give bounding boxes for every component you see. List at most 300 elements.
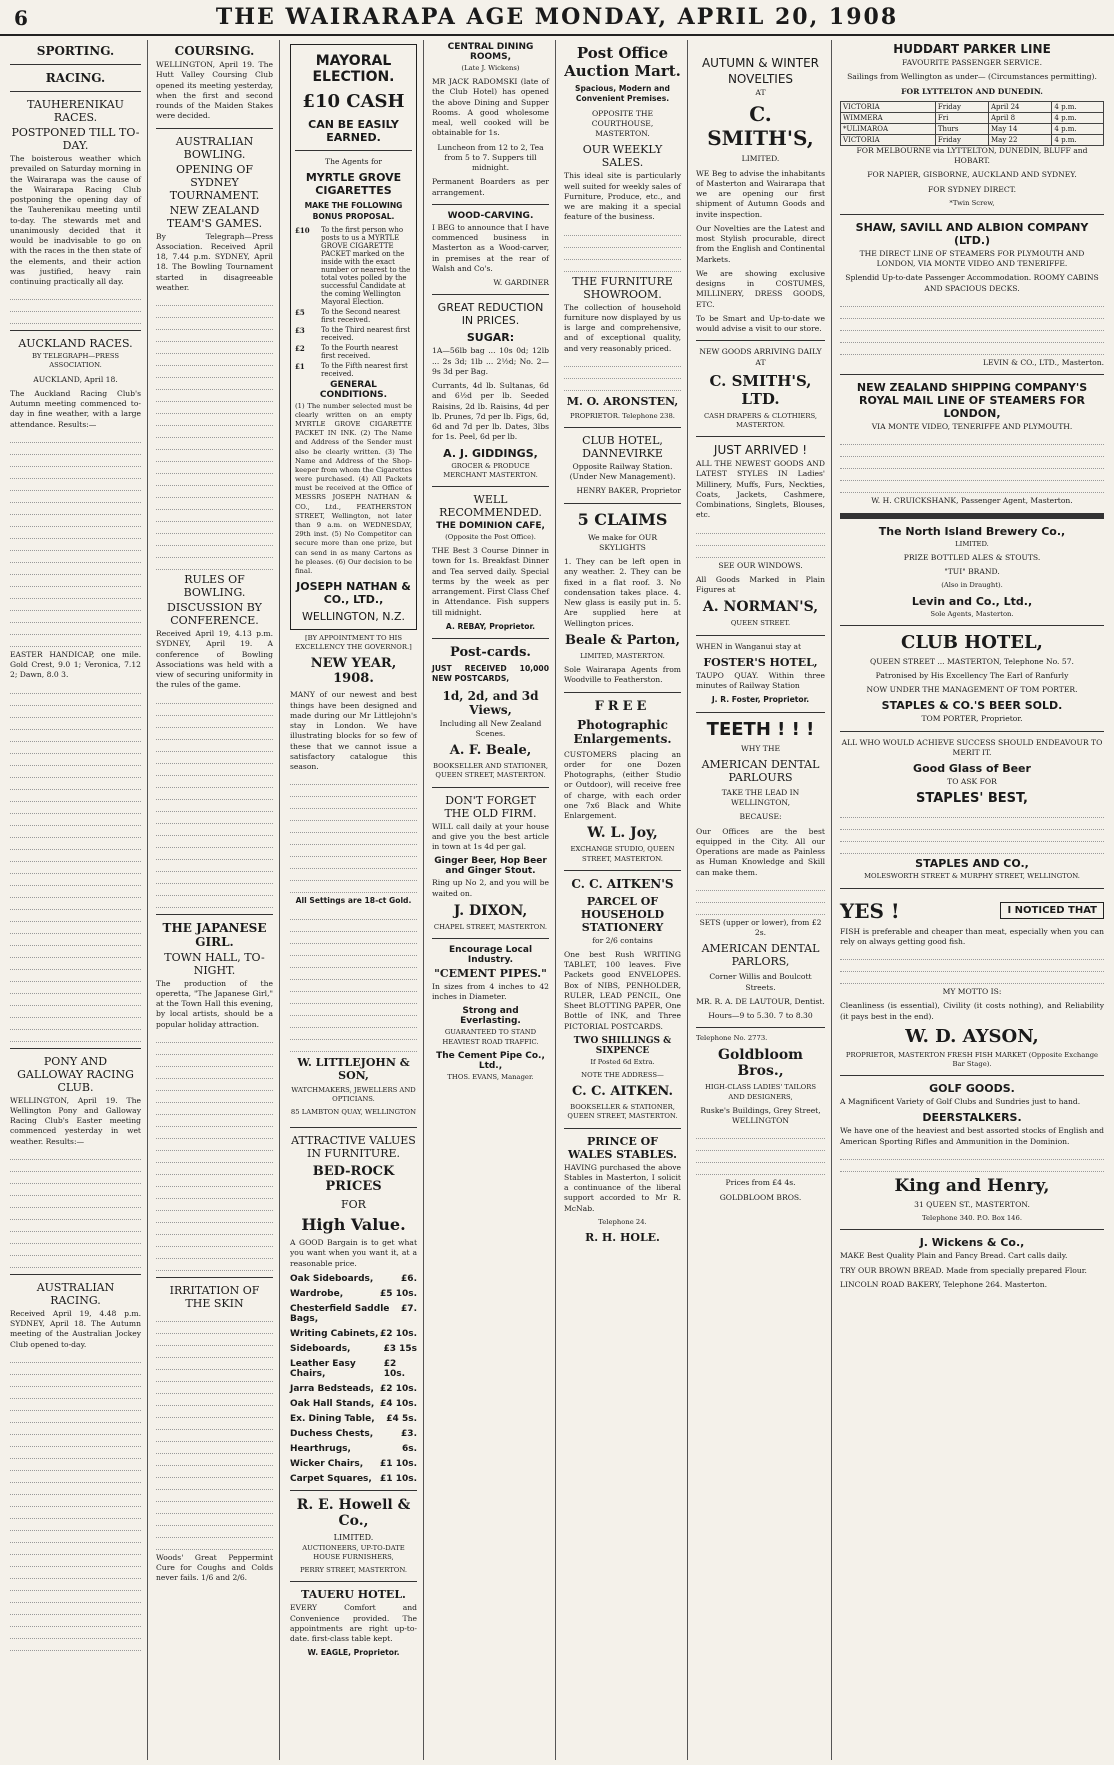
article-text: The Auckland Racing Club's Autumn meeting commenced to-day in fine weather, with a large attendance. Results:— bbox=[10, 388, 141, 429]
ad-text: Spacious, Modern and Convenient Premises. bbox=[575, 84, 670, 104]
ad-text: In sizes from 4 inches to 42 inches in Diameter. bbox=[432, 981, 549, 1002]
ad-text: Cleanliness (is essential), Civility (it costs nothing), and Reliability (it pays best in the end). bbox=[840, 1001, 1104, 1021]
ad-text: PROPRIETOR. Telephone 238. bbox=[570, 411, 675, 420]
ad-firm: W. D. AYSON, bbox=[905, 1025, 1039, 1047]
prize-amount: £2 bbox=[295, 343, 305, 353]
mayoral-election-ad bbox=[290, 44, 417, 630]
ad-text: HAVING purchased the above Stables in Masterton, I solicit a continuance of the liberal support accorded to Mr R. McNab. bbox=[564, 1162, 681, 1213]
ad-headline: NEW YEAR, 1908. bbox=[310, 656, 397, 687]
ad-company: JOSEPH NATHAN & CO., LTD., bbox=[296, 580, 411, 607]
ad-text: CUSTOMERS placing an order for one Dozen Photographs, (either Studio or Outdoor), will receive free of charge, with each order one 7x6 Black and White Enlargement. bbox=[564, 749, 681, 821]
furniture-item bbox=[290, 1414, 417, 1424]
ad-text: Telephone 24. bbox=[598, 1217, 647, 1226]
prize-description: To the first person who posts to us a MYRTLE GROVE CIGARETTE PACKET marked on the inside with the exact number or nearest to the total votes polled by the successful Candidate at the coming Wellington Mayoral Election. bbox=[321, 225, 411, 306]
ad-text: 1. They can be left open in any weather. 2. They can be fixed in a flat roof. 3. No condensation takes place. 4. New glass is easily put in. 5. Are supplied here at Wellington prices. bbox=[564, 557, 681, 628]
headline: IRRITATION OF THE SKIN bbox=[169, 1283, 260, 1310]
prize-list bbox=[295, 226, 412, 378]
furniture-item bbox=[290, 1329, 417, 1339]
ad-text: *Twin Screw, bbox=[949, 198, 995, 207]
ad-text: A GOOD Bargain is to get what you want when you want it, at a reasonable price. bbox=[290, 1238, 417, 1268]
furniture-price: £2 10s. bbox=[380, 1383, 417, 1394]
ad-headline: "CEMENT PIPES." bbox=[434, 966, 547, 980]
ad-firm: R. H. HOLE. bbox=[585, 1231, 660, 1245]
ad-headline: High Value. bbox=[301, 1215, 406, 1235]
sailing-cell: May 22 bbox=[988, 134, 1051, 145]
ad-headline: CLUB HOTEL, DANNEVIRKE bbox=[582, 433, 663, 460]
ad-subheading: GENERAL CONDITIONS. bbox=[319, 379, 388, 400]
ad-headline: NOVELTIES bbox=[727, 72, 794, 86]
sailing-cell: VICTORIA bbox=[841, 101, 936, 112]
ad-text: Patronised by His Excellency The Earl of Ranfurly bbox=[875, 670, 1069, 680]
column-coursing-bowling bbox=[150, 40, 280, 1760]
ad-headline: TAUERU HOTEL. bbox=[301, 1588, 406, 1602]
headline: POSTPONED TILL TO-DAY. bbox=[11, 126, 140, 152]
ad-headline: ATTRACTIVE VALUES IN FURNITURE. bbox=[291, 1134, 416, 1161]
sailing-cell: Fri bbox=[935, 112, 988, 123]
ad-text: THE Best 3 Course Dinner in town for 1s. Breakfast Dinner and Tea served daily. Special terms by the week as per arrangement. First Class Chef in Attendance. Fish suppers till midnight. bbox=[432, 546, 549, 617]
ad-text: Permanent Boarders as per arrangement. bbox=[432, 177, 549, 197]
ad-headline: NEW ZEALAND SHIPPING COMPANY'S ROYAL MAIL LINE OF STEAMERS FOR LONDON, bbox=[856, 381, 1088, 421]
ad-subheadline: CAN BE EASILY EARNED. bbox=[308, 118, 399, 144]
ad-text: TAKE THE LEAD IN WELLINGTON, bbox=[721, 787, 800, 808]
ad-text: We are showing exclusive designs in COSTUMES, MILLINERY, DRESS GOODS, ETC. bbox=[696, 268, 825, 309]
ad-text: for 2/6 contains bbox=[592, 935, 653, 945]
furniture-name: Oak Hall Stands, bbox=[290, 1398, 375, 1409]
ad-firm: J. Wickens & Co., bbox=[919, 1236, 1025, 1250]
prize-item bbox=[295, 326, 412, 342]
ad-text: W. GARDINER bbox=[493, 278, 549, 288]
furniture-item bbox=[290, 1274, 417, 1284]
ad-text: 1d, 2d, and 3d Views, bbox=[442, 688, 539, 717]
ad-headline: SHAW, SAVILL AND ALBION COMPANY (LTD.) bbox=[855, 220, 1089, 247]
ad-text: FOR LYTTELTON AND DUNEDIN. bbox=[901, 86, 1043, 96]
sailing-row bbox=[841, 123, 1104, 134]
article-text: The production of the operetta, "The Japanese Girl," at the Town Hall this evening, by local artists, should be a popular holiday attraction. bbox=[156, 978, 273, 1029]
ad-firm: The Cement Pipe Co., Ltd., bbox=[436, 1050, 545, 1071]
ad-headline: YES ! bbox=[840, 898, 900, 923]
furniture-name: Hearthrugs, bbox=[290, 1443, 351, 1454]
ad-firm: A. J. GIDDINGS, bbox=[443, 446, 538, 460]
ad-text: WHEN in Wanganui stay at bbox=[696, 641, 802, 651]
ad-text: FAVOURITE PASSENGER SERVICE. bbox=[902, 58, 1042, 67]
dateline: AUCKLAND, April 18. bbox=[33, 374, 118, 384]
ad-text: [BY APPOINTMENT TO HIS EXCELLENCY THE GOVERNOR.] bbox=[295, 634, 412, 652]
ad-text: TRY OUR BROWN BREAD. Made from specially prepared Flour. bbox=[840, 1265, 1087, 1275]
furniture-item bbox=[290, 1359, 417, 1379]
headline: AUSTRALIAN RACING. bbox=[36, 1280, 115, 1307]
ad-text: WE Beg to advise the inhabitants of Masterton and Wairarapa that we are opening our first shipment of Autumn Goods and invite inspection. bbox=[696, 168, 825, 219]
sailing-table bbox=[840, 101, 1104, 146]
ad-text: We make for OUR SKYLIGHTS bbox=[587, 532, 658, 552]
column-advertisements-b bbox=[426, 40, 556, 1760]
furniture-item bbox=[290, 1384, 417, 1394]
headline: AUCKLAND RACES. bbox=[18, 337, 133, 351]
ad-headline: MAYORAL ELECTION. bbox=[312, 53, 395, 85]
ad-text: (Late J. Wickens) bbox=[461, 64, 520, 72]
headline: THE JAPANESE GIRL. bbox=[162, 920, 267, 949]
page-number: 6 bbox=[14, 6, 28, 30]
sailing-cell: 4 p.m. bbox=[1052, 112, 1104, 123]
article-text: Received April 19, 4.13 p.m. SYDNEY, April 19. A conference of Bowling Associations was held with a view of securing uniformity in the rules of the game. bbox=[156, 629, 273, 690]
furniture-price: £3. bbox=[401, 1428, 417, 1439]
headline: DISCUSSION BY CONFERENCE. bbox=[167, 601, 262, 627]
ad-firm: AMERICAN DENTAL PARLORS, bbox=[701, 942, 820, 969]
ad-text: If Posted 6d Extra. bbox=[590, 1057, 655, 1066]
ad-firm: R. E. Howell & Co., bbox=[296, 1496, 411, 1529]
furniture-name: Leather Easy Chairs, bbox=[290, 1358, 356, 1379]
ad-text: TOM PORTER, Proprietor. bbox=[921, 714, 1023, 724]
sailing-row bbox=[841, 101, 1104, 112]
ad-headline: Post-cards. bbox=[450, 645, 531, 661]
ad-text: ALL THE NEWEST GOODS AND LATEST STYLES IN Ladies' Millinery, Muffs, Furs, Neckties, Coats, Jackets, Cashmere, Combinations, Singlets, Blouses, etc. bbox=[696, 459, 825, 520]
ad-text: CASH DRAPERS & CLOTHIERS, MASTERTON. bbox=[703, 411, 818, 429]
prize-amount: £10 bbox=[295, 225, 310, 235]
ad-text: Telephone No. 2773. bbox=[696, 1034, 768, 1043]
ad-text: Ruske's Buildings, Grey Street, WELLINGTON bbox=[700, 1105, 821, 1126]
ad-headline: AUTUMN & WINTER bbox=[701, 56, 820, 70]
ad-headline: THE DOMINION CAFE, bbox=[436, 521, 545, 532]
furniture-price: £5 10s. bbox=[380, 1288, 417, 1299]
furniture-name: Writing Cabinets, bbox=[290, 1328, 379, 1339]
ad-text: LIMITED. bbox=[333, 1532, 374, 1542]
ad-text: LIMITED. bbox=[955, 539, 989, 548]
headline: COURSING. bbox=[174, 44, 255, 58]
ad-text: Good Glass of Beer bbox=[913, 762, 1031, 776]
ad-headline: C. C. AITKEN'S bbox=[571, 876, 674, 891]
ad-headline: GOLF GOODS. bbox=[929, 1082, 1015, 1096]
ad-text: Prices from £4 4s. bbox=[725, 1178, 796, 1188]
sailing-cell: Friday bbox=[935, 101, 988, 112]
ad-text: NOTE THE ADDRESS— bbox=[581, 1071, 664, 1080]
ad-text: A. REBAY, Proprietor. bbox=[445, 621, 536, 631]
prize-item bbox=[295, 362, 412, 378]
article-text: Received April 19, 4.48 p.m. SYDNEY, April 18. The Autumn meeting of the Australian Jockey Club opened to-day. bbox=[10, 1308, 141, 1349]
furniture-price: £2 10s. bbox=[383, 1358, 406, 1379]
ad-headline: CLUB HOTEL, bbox=[901, 631, 1043, 653]
ad-brand: MYRTLE GROVE CIGARETTES bbox=[305, 171, 402, 198]
ad-text: THE DIRECT LINE OF STEAMERS FOR PLYMOUTH AND LONDON, VIA MONTE VIDEO AND TENERIFFE. bbox=[859, 248, 1085, 269]
ad-text: QUEEN STREET. bbox=[730, 619, 791, 628]
ad-firm: C. SMITH'S, LTD. bbox=[709, 371, 812, 408]
ad-firm: W. L. Joy, bbox=[587, 825, 658, 842]
prize-amount: £3 bbox=[295, 325, 305, 335]
furniture-name: Jarra Bedsteads, bbox=[290, 1383, 374, 1394]
ad-text: (Opposite the Post Office). bbox=[445, 533, 536, 542]
ad-text: GROCER & PRODUCE MERCHANT MASTERTON. bbox=[443, 461, 538, 479]
furniture-item bbox=[290, 1399, 417, 1409]
ad-text: Ginger Beer, Hop Beer and Ginger Stout. bbox=[434, 856, 547, 877]
ad-text: J. R. Foster, Proprietor. bbox=[711, 695, 810, 705]
ad-text: FOR NAPIER, GISBORNE, AUCKLAND AND SYDNEY. bbox=[867, 170, 1077, 180]
ad-text: Sole Agents, Masterton. bbox=[930, 609, 1014, 618]
ad-headline: Post Office Auction Mart. bbox=[564, 44, 681, 80]
column-advertisements-d bbox=[690, 40, 832, 1760]
ad-subheading: OUR WEEKLY SALES. bbox=[582, 143, 663, 170]
ad-text: MR. R. A. DE LAUTOUR, Dentist. bbox=[696, 996, 825, 1006]
ad-firm: A. NORMAN'S, bbox=[702, 599, 819, 616]
furniture-price: £1 10s. bbox=[380, 1458, 417, 1469]
ad-headline: TEETH ! ! ! bbox=[706, 718, 815, 740]
ad-text: AUCTIONEERS, UP-TO-DATE HOUSE FURNISHERS, bbox=[302, 1543, 405, 1562]
furniture-name: Duchess Chests, bbox=[290, 1428, 374, 1439]
article-text: Woods' Great Peppermint Cure for Coughs and Colds never fails. 1/6 and 2/6. bbox=[156, 1552, 273, 1583]
furniture-name: Carpet Squares, bbox=[290, 1473, 372, 1484]
ad-text: I NOTICED THAT bbox=[1000, 902, 1104, 919]
ad-headline: GREAT REDUCTION IN PRICES. bbox=[437, 301, 544, 328]
ad-text: (Also in Draught). bbox=[941, 581, 1003, 590]
article-text: WELLINGTON, April 19. The Wellington Pony and Galloway Racing Club's Easter meeting commenced yesterday in wet weather. Results:— bbox=[10, 1095, 141, 1146]
ad-headline: JUST ARRIVED ! bbox=[713, 443, 808, 458]
ad-text: Telephone 340. P.O. Box 146. bbox=[922, 1214, 1022, 1223]
prize-description: To the Fifth nearest first received. bbox=[321, 361, 408, 378]
headline: OPENING OF SYDNEY TOURNAMENT. bbox=[169, 162, 260, 202]
ad-text: NEW GOODS ARRIVING DAILY AT bbox=[699, 347, 822, 367]
sailing-cell: May 14 bbox=[988, 123, 1051, 134]
prize-description: To the Second nearest first received. bbox=[321, 307, 401, 324]
ad-firm: King and Henry, bbox=[894, 1175, 1050, 1196]
ad-text: W. EAGLE, Proprietor. bbox=[307, 1648, 400, 1658]
ad-text: THOS. EVANS, Manager. bbox=[447, 1072, 534, 1081]
sailing-row bbox=[841, 112, 1104, 123]
ad-text: MOLESWORTH STREET & MURPHY STREET, WELLINGTON. bbox=[864, 872, 1080, 881]
headline: PONY AND GALLOWAY RACING CLUB. bbox=[17, 1054, 134, 1094]
ad-text: WATCHMAKERS, JEWELLERS AND OPTICIANS. bbox=[291, 1085, 416, 1103]
sailing-cell: April 24 bbox=[988, 101, 1051, 112]
article-text: WELLINGTON, April 19. The Hutt Valley Coursing Club opened its meeting yesterday, when the first and second rounds of the Maiden Stakes were decided. bbox=[156, 60, 273, 121]
ad-text: TO ASK FOR bbox=[947, 777, 997, 787]
ad-text: LIMITED. bbox=[741, 154, 780, 164]
sailing-cell: Friday bbox=[935, 134, 988, 145]
ad-text: LINCOLN ROAD BAKERY, Telephone 264. Masterton. bbox=[840, 1279, 1048, 1289]
ad-firm: Goldbloom Bros., bbox=[718, 1047, 803, 1080]
ad-text: STAPLES & CO.'S BEER SOLD. bbox=[881, 699, 1063, 713]
furniture-price: £4 5s. bbox=[386, 1413, 417, 1424]
ad-headline: 5 CLAIMS bbox=[577, 509, 668, 529]
ad-address: 85 LAMBTON QUAY, WELLINGTON bbox=[290, 1107, 417, 1116]
ad-firm: J. DIXON, bbox=[453, 902, 528, 919]
ad-text: Opposite Railway Station. (Under New Management). bbox=[569, 461, 676, 482]
ad-headline: BED-ROCK PRICES bbox=[312, 1164, 395, 1195]
furniture-item bbox=[290, 1304, 417, 1324]
ad-text: PROPRIETOR, MASTERTON FRESH FISH MARKET (Opposite Exchange Bar Stage). bbox=[845, 1050, 1099, 1069]
ad-firm: Levin and Co., Ltd., bbox=[911, 594, 1033, 608]
littlejohn-ad bbox=[290, 634, 417, 1121]
sailing-cell: 4 p.m. bbox=[1052, 123, 1104, 134]
section-heading: SPORTING. bbox=[36, 44, 115, 58]
ad-text: MAKE Best Quality Plain and Fancy Bread. Cart calls daily. bbox=[840, 1251, 1068, 1261]
column-advertisements-c bbox=[558, 40, 688, 1760]
furniture-price: 6s. bbox=[401, 1443, 417, 1454]
ad-text: The Agents for bbox=[325, 157, 382, 166]
ad-headline: CENTRAL DINING ROOMS, bbox=[447, 42, 534, 62]
sailing-cell: Thurs bbox=[935, 123, 988, 134]
ad-text: WILL call daily at your house and give you the best article in town at 1s 4d per gal. bbox=[432, 821, 549, 852]
headline: AUSTRALIAN BOWLING. bbox=[175, 134, 254, 161]
ad-text: Luncheon from 12 to 2, Tea from 5 to 7. Suppers till midnight. bbox=[437, 142, 544, 173]
ad-address: PERRY STREET, MASTERTON. bbox=[299, 1566, 408, 1575]
howell-furniture-ad bbox=[290, 1134, 417, 1575]
ad-text: Including all New Zealand Scenes. bbox=[439, 718, 542, 738]
prize-item bbox=[295, 226, 412, 306]
ad-text: JUST RECEIVED 10,000 NEW POSTCARDS, bbox=[432, 664, 549, 684]
ad-firm: W. LITTLEJOHN & SON, bbox=[297, 1055, 410, 1082]
ad-headline: DON'T FORGET THE OLD FIRM. bbox=[444, 793, 537, 820]
ad-text: BECAUSE: bbox=[739, 812, 782, 822]
ad-text: 31 QUEEN ST., MASTERTON. bbox=[914, 1199, 1030, 1209]
ad-text: QUEEN STREET ... MASTERTON, Telephone No. 57. bbox=[870, 656, 1074, 666]
ad-text: GOLDBLOOM BROS. bbox=[719, 1192, 802, 1202]
furniture-name: Oak Sideboards, bbox=[290, 1273, 374, 1284]
ad-text: Our Offices are the best equipped in the City. All our Operations are made as Painless as Human Knowledge and Skill can make them. bbox=[696, 826, 825, 877]
column-sporting bbox=[4, 40, 148, 1760]
ad-text: LEVIN & CO., LTD., Masterton. bbox=[983, 357, 1104, 367]
column-shipping-and-ads bbox=[834, 40, 1110, 1760]
ad-text: BOOKSELLER AND STATIONER, QUEEN STREET, MASTERTON. bbox=[432, 762, 549, 780]
ad-text: This ideal site is particularly well suited for weekly sales of Furniture, Produce, etc., and we are making it a special feature of the business. bbox=[564, 171, 681, 222]
furniture-name: Wicker Chairs, bbox=[290, 1458, 364, 1469]
ad-headline: FREE bbox=[594, 698, 651, 714]
sailing-cell: 4 p.m. bbox=[1052, 101, 1104, 112]
ad-text: EVERY Comfort and Convenience provided. The appointments are right up-to-date. first-class table kept. bbox=[290, 1603, 417, 1644]
ad-text: MANY of our newest and best things have been designed and made during our Mr Littlejohn's stay in London. We have illustrating blocks for so few of these that we cannot issue a satisfactory catalogue this season. bbox=[290, 690, 417, 772]
ad-headline: WELL RECOMMENDED. bbox=[439, 493, 542, 520]
furniture-name: Chesterfield Saddle Bags, bbox=[290, 1303, 390, 1324]
article-text: By Telegraph—Press Association. Received April 18, 7.44 p.m. SYDNEY, April 18. The Bowling Tournament started in disagreeable weather. bbox=[156, 231, 273, 292]
ad-text: PRIZE BOTTLED ALES & STOUTS. bbox=[903, 552, 1041, 562]
ad-text: We have one of the heaviest and best assorted stocks of English and American Sporting Rifles and Ammunition in the Dominion. bbox=[840, 1126, 1104, 1146]
ad-text: FISH is preferable and cheaper than meat, especially when you can rely on always getting good fish. bbox=[840, 926, 1104, 946]
ad-text: FOR bbox=[341, 1198, 366, 1212]
prize-amount: £1 bbox=[295, 361, 305, 371]
furniture-name: Ex. Dining Table, bbox=[290, 1413, 375, 1424]
ad-text: Ring up No 2, and you will be waited on. bbox=[432, 878, 549, 898]
sailing-cell: VICTORIA bbox=[841, 134, 936, 145]
ad-text: STAPLES' BEST, bbox=[916, 791, 1028, 807]
ad-text: ALL WHO WOULD ACHIEVE SUCCESS SHOULD ENDEAVOUR TO MERIT IT. bbox=[841, 737, 1103, 757]
sailing-cell: WIMMERA bbox=[841, 112, 936, 123]
furniture-item bbox=[290, 1444, 417, 1454]
headline: TOWN HALL, TO-NIGHT. bbox=[164, 950, 265, 977]
ad-text: All Settings are 18-ct Gold. bbox=[295, 896, 412, 906]
furniture-item bbox=[290, 1344, 417, 1354]
ad-text: 1A—56lb bag ... 10s 0d; 12lb ... 2s 3d; 1lb ... 2½d; No. 2—9s 3d per Bag. bbox=[432, 346, 549, 376]
ad-text: The collection of household furniture now displayed by us is large and comprehensive, and of exceptional quality, and very reasonably priced. bbox=[564, 302, 681, 353]
ad-text: W. H. CRUICKSHANK, Passenger Agent, Masterton. bbox=[871, 496, 1073, 506]
subsection-heading: RACING. bbox=[45, 71, 106, 85]
ad-price: TWO SHILLINGS & SIXPENCE bbox=[573, 1035, 672, 1056]
ad-text: TAUPO QUAY. Within three minutes of Railway Station bbox=[696, 670, 825, 691]
ad-firm: STAPLES AND CO., bbox=[915, 857, 1029, 871]
ad-text: Hours—9 to 5.30. 7 to 8.30 bbox=[708, 1011, 813, 1021]
ad-text: (1) The number selected must be clearly written on an empty MYRTLE GROVE CIGARETTE PACKET IN INK. (2) The Name and Address of the Sender must also be clearly written. (3) The Name and Address of the Shop-keeper from whom the Cigarettes were purchased. (4) All Packets must be received at the Office of MESSRS JOSEPH NATHAN & CO., Ltd., FEATHERSTON STREET, Wellington, not later than 9 a.m. on WEDNESDAY, 29th inst. (5) No Competitor can secure more than one prize, but can send in as many Cartons as he pleases. (6) Our decision to be final. bbox=[295, 401, 412, 575]
prize-amount: £5 bbox=[295, 307, 305, 317]
article-text: The boisterous weather which prevailed on Saturday morning in the Wairarapa was the cause of the Wairarapa Racing Club postponing the opening day of the Tauherenikau meeting until to-day. The stewards met and unanimously decided that it would be inadvisable to go on with the races in the then state of the elements, and their action was justified, heavy rain continuing practically all day. bbox=[10, 154, 141, 286]
ad-text: SETS (upper or lower), from £2 2s. bbox=[699, 917, 822, 938]
prize-item bbox=[295, 344, 412, 360]
ad-text: MR JACK RADOMSKI (late of the Club Hotel) has opened the above Dining and Supper Rooms. A good wholesome meal, well cooked will be obtainable for 1s. bbox=[432, 77, 549, 138]
prize-item bbox=[295, 308, 412, 324]
ad-text: Sole Wairarapa Agents from Woodville to Featherston. bbox=[564, 665, 681, 685]
furniture-price: £4 10s. bbox=[380, 1398, 417, 1409]
sailing-cell: April 8 bbox=[988, 112, 1051, 123]
sailing-cell: *ULIMAROA bbox=[841, 123, 936, 134]
headline: NEW ZEALAND TEAM'S GAMES. bbox=[166, 203, 263, 230]
ad-text: "TUI" BRAND. bbox=[944, 567, 1000, 577]
ad-headline: The North Island Brewery Co., bbox=[878, 524, 1066, 538]
ad-city: WELLINGTON, N.Z. bbox=[301, 610, 406, 624]
ad-text: Corner Willis and Boulcott Streets. bbox=[709, 972, 812, 992]
ad-text: GUARANTEED TO STAND HEAVIEST ROAD TRAFFIC. bbox=[442, 1028, 539, 1046]
byline: BY TELEGRAPH—PRESS ASSOCIATION. bbox=[31, 352, 120, 370]
prize-description: To the Fourth nearest first received. bbox=[321, 343, 399, 360]
ad-text: Sailings from Wellington as under— (Circumstances permitting). bbox=[847, 72, 1097, 82]
prize-description: To the Third nearest first received. bbox=[321, 325, 411, 342]
ad-text: Strong and Everlasting. bbox=[460, 1006, 521, 1027]
ad-text: BOOKSELLER & STATIONER, QUEEN STREET, MASTERTON. bbox=[567, 1103, 678, 1121]
column-advertisements-a bbox=[284, 40, 424, 1760]
ad-headline: WOOD-CARVING. bbox=[447, 210, 534, 221]
ad-firm: M. O. ARONSTEN, bbox=[566, 394, 679, 408]
furniture-price: £3 15s bbox=[383, 1343, 417, 1354]
ad-text: All Goods Marked in Plain Figures at bbox=[696, 574, 825, 595]
ad-headline: PRINCE OF WALES STABLES. bbox=[568, 1134, 677, 1161]
ad-headline: Photographic Enlargements. bbox=[573, 717, 672, 746]
furniture-price: £6. bbox=[401, 1273, 417, 1284]
ad-text: OPPOSITE THE COURTHOUSE, MASTERTON. bbox=[591, 108, 654, 138]
furniture-price: £7. bbox=[401, 1303, 417, 1314]
ad-subheading: SUGAR: bbox=[466, 331, 515, 345]
ad-headline: AMERICAN DENTAL PARLOURS bbox=[701, 757, 820, 784]
ad-firm: Beale & Parton, bbox=[564, 632, 681, 648]
ad-text: HENRY BAKER, Proprietor bbox=[576, 486, 681, 496]
ad-text: HIGH-CLASS LADIES' TAILORS AND DESIGNERS, bbox=[704, 1083, 817, 1101]
ad-text: SEE OUR WINDOWS. bbox=[718, 560, 803, 570]
ad-headline: Encourage Local Industry. bbox=[448, 944, 533, 965]
ad-text: FOR SYDNEY DIRECT. bbox=[927, 184, 1017, 194]
ad-text: FOR MELBOURNE via LYTTELTON, DUNEDIN, BLUFF and HOBART. bbox=[856, 145, 1088, 165]
ad-firm: C. C. AITKEN. bbox=[572, 1084, 673, 1100]
ad-text: One best Rush WRITING TABLET, 100 leaves. Five Packets good ENVELOPES. Box of NIBS, PENHOLDER, RULER, LEAD PENCIL, One Sheet BLOTTING PAPER, One Bottle of INK, and Three PICTORIAL POSTCARDS. bbox=[564, 949, 681, 1031]
ad-subheading: PARCEL OF HOUSEHOLD STATIONERY bbox=[580, 894, 665, 934]
ad-text: CHAPEL STREET, MASTERTON. bbox=[433, 922, 548, 931]
furniture-item bbox=[290, 1429, 417, 1439]
ad-cash: £10 CASH bbox=[302, 91, 405, 112]
article-text: EASTER HANDICAP, one mile. Gold Crest, 9.0 1; Veronica, 7.12 2; Dawn, 8.0 3. bbox=[10, 649, 141, 680]
ad-text: LIMITED, MASTERTON. bbox=[580, 651, 665, 660]
furniture-price: £1 10s. bbox=[380, 1473, 417, 1484]
ad-text: WHY THE bbox=[740, 743, 781, 753]
ad-text: AT bbox=[755, 88, 766, 97]
ad-text: MAKE THE FOLLOWING BONUS PROPOSAL. bbox=[304, 201, 403, 221]
ad-text: VIA MONTE VIDEO, TENERIFFE AND PLYMOUTH. bbox=[871, 422, 1073, 432]
ad-firm: A. F. Beale, bbox=[449, 743, 532, 759]
sailing-cell: 4 p.m. bbox=[1052, 134, 1104, 145]
ad-headline: DEERSTALKERS. bbox=[922, 1111, 1022, 1125]
ad-text: Splendid Up-to-date Passenger Accommodation. ROOMY CABINS AND SPACIOUS DECKS. bbox=[845, 273, 1099, 293]
newspaper-title: THE WAIRARAPA AGE MONDAY, APRIL 20, 1908 bbox=[215, 4, 899, 30]
headline: TAUHERENIKAU RACES. bbox=[27, 98, 124, 124]
ad-firm: FOSTER'S HOTEL, bbox=[703, 655, 818, 669]
ad-text: A Magnificent Variety of Golf Clubs and Sundries just to hand. bbox=[840, 1097, 1081, 1107]
ad-text: EXCHANGE STUDIO, QUEEN STREET, MASTERTON. bbox=[570, 845, 675, 863]
furniture-item bbox=[290, 1474, 417, 1484]
ad-headline: HUDDART PARKER LINE bbox=[893, 42, 1051, 56]
ad-subheading: THE FURNITURE SHOWROOM. bbox=[572, 274, 673, 301]
ad-firm: C. SMITH'S, bbox=[707, 102, 814, 151]
ad-text: I BEG to announce that I have commenced business in Masterton as a Wood-carver, in premises at the rear of Walsh and Co's. bbox=[432, 222, 549, 273]
furniture-name: Wardrobe, bbox=[290, 1288, 344, 1299]
furniture-price-list bbox=[290, 1274, 417, 1484]
